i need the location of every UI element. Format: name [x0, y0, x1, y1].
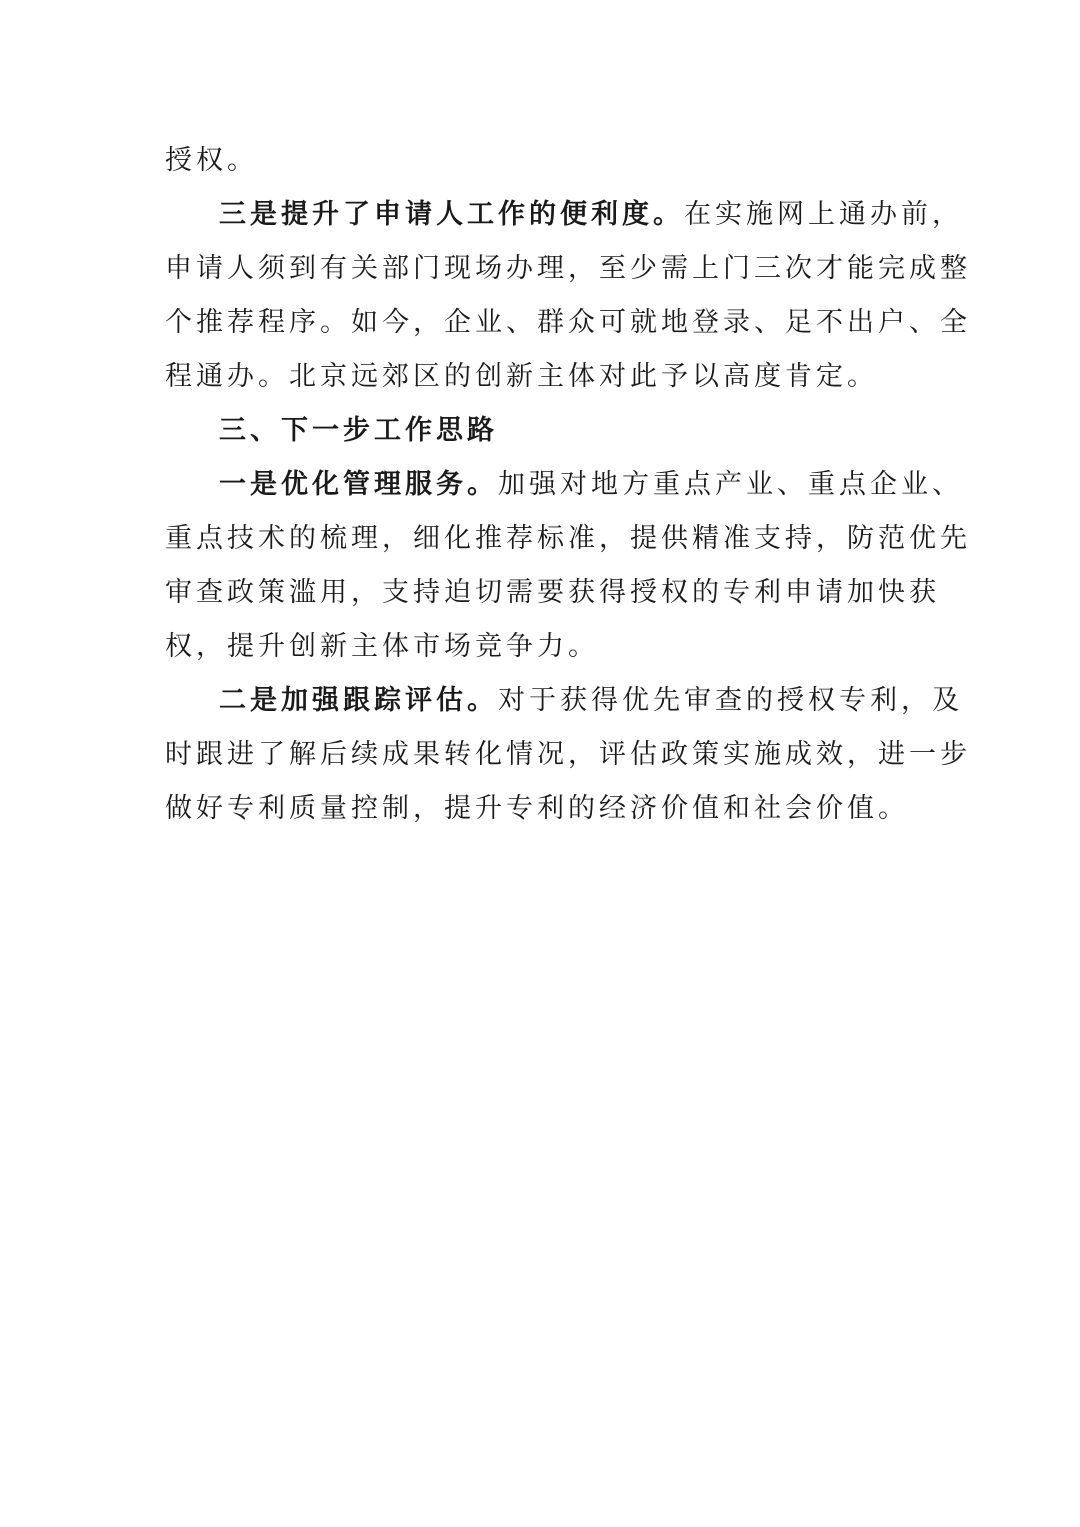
text-line [165, 458, 963, 512]
paragraph-text: 在实施网上通办前， [684, 199, 963, 230]
paragraph-convenience [165, 188, 971, 404]
text-line: 申请人须到有关部门现场办理，至少需上门三次才能完成整 [165, 253, 971, 284]
text-line: 授权。 [165, 145, 258, 176]
text-line: 个推荐程序。如今，企业、群众可就地登录、足不出户、全 [165, 307, 971, 338]
text-line [165, 188, 963, 242]
document-body [165, 134, 971, 836]
text-line: 时跟进了解后续成果转化情况，评估政策实施成效，进一步 [165, 739, 971, 770]
text-line: 做好专利质量控制，提升专利的经济价值和社会价值。 [165, 793, 909, 824]
section-heading: 三、下一步工作思路 [219, 415, 498, 446]
text-line: 权，提升创新主体市场竞争力。 [165, 631, 599, 662]
text-line [165, 674, 963, 728]
paragraph-lead: 三是提升了申请人工作的便利度。 [219, 199, 684, 230]
text-line: 审查政策滥用，支持迫切需要获得授权的专利申请加快获 [165, 577, 940, 608]
paragraph-lead: 一是优化管理服务。 [219, 469, 498, 500]
paragraph-continuation [165, 134, 925, 188]
paragraph-tracking-evaluation [165, 674, 971, 836]
text-line: 程通办。北京远郊区的创新主体对此予以高度肯定。 [165, 361, 878, 392]
paragraph-lead: 二是加强跟踪评估。 [219, 685, 498, 716]
paragraph-text: 对于获得优先审查的授权专利，及 [498, 685, 963, 716]
paragraph-optimize-service [165, 458, 971, 674]
text-line: 重点技术的梳理，细化推荐标准，提供精准支持，防范优先 [165, 523, 971, 554]
paragraph-text: 加强对地方重点产业、重点企业、 [498, 469, 963, 500]
